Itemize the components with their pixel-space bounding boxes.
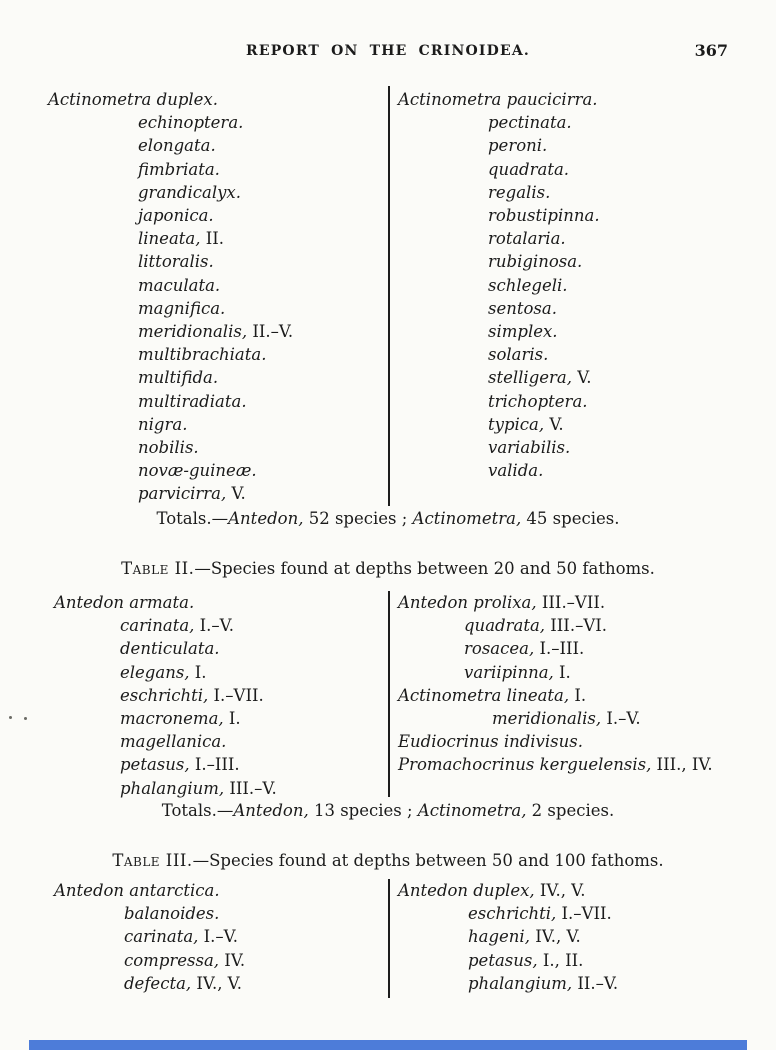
table2-section [0, 591, 776, 799]
species-name: magnifica. [138, 298, 226, 318]
depth-zone-numerals: V. [572, 368, 592, 388]
table3-heading-label: Table III. [112, 851, 193, 870]
species-row [48, 366, 293, 389]
species-name: Actinometra lineata, [398, 685, 570, 705]
totals-text: Totals.— [156, 509, 229, 528]
genus-name: Actinometra, [417, 801, 527, 820]
depth-zone-numerals: I. [569, 685, 587, 705]
depth-zone-numerals: I.–V. [198, 927, 238, 947]
table3-right-column [398, 879, 618, 995]
species-row [48, 343, 293, 366]
species-row [398, 879, 618, 902]
species-name: japonica. [138, 206, 214, 226]
totals-text: 2 species. [526, 801, 615, 820]
species-name: rubiginosa. [488, 252, 583, 272]
totals-text: 52 species ; [303, 509, 413, 528]
species-row [398, 614, 713, 637]
species-row [54, 684, 277, 707]
totals-text: Totals.— [161, 801, 234, 820]
depth-zone-numerals: I., II. [537, 950, 584, 970]
depth-zone-numerals: II.–V. [247, 322, 294, 342]
column-divider [388, 591, 390, 797]
depth-zone-numerals: V. [226, 484, 246, 504]
species-row [48, 413, 293, 436]
species-row [398, 413, 600, 436]
table2-heading [0, 558, 776, 580]
species-name: carinata, [120, 616, 195, 636]
depth-zone-numerals: III.–VI. [545, 616, 608, 636]
species-row [398, 949, 618, 972]
species-name: carinata, [124, 927, 199, 947]
scan-artifact-dot [9, 716, 12, 719]
species-name: Promachocrinus kerguelensis, [398, 755, 652, 775]
species-row [398, 320, 600, 343]
depth-zone-numerals: V. [544, 414, 564, 434]
species-row [48, 297, 293, 320]
species-name: rosacea, [464, 639, 535, 659]
species-name: typica, [488, 414, 545, 434]
depth-zone-numerals: IV. [219, 950, 246, 970]
table1-right-column [398, 88, 600, 482]
depth-zone-numerals: III., IV. [651, 755, 713, 775]
species-row [54, 777, 277, 800]
species-name: Antedon antarctica. [54, 881, 220, 900]
depth-zone-numerals: III.–V. [224, 778, 277, 798]
species-name: sentosa. [488, 298, 557, 318]
depth-zone-numerals: I.–III. [189, 755, 240, 775]
species-row [398, 436, 600, 459]
species-row [398, 297, 600, 320]
species-row [398, 181, 600, 204]
species-name: macronema, [120, 709, 224, 729]
species-name: schlegeli. [488, 275, 568, 295]
species-name: fimbriata. [138, 159, 220, 179]
species-name: valida. [488, 461, 544, 481]
species-row [48, 320, 293, 343]
depth-zone-numerals: I. [223, 709, 241, 729]
species-row [48, 390, 293, 413]
species-row [48, 459, 293, 482]
species-name: petasus, [120, 755, 190, 775]
species-row [398, 158, 600, 181]
species-name: Eudiocrinus indivisus. [398, 732, 583, 752]
species-name: Actinometra duplex. [48, 90, 218, 109]
species-row [48, 436, 293, 459]
species-name: eschrichti, [468, 904, 557, 924]
species-name: phalangium, [468, 973, 573, 993]
species-name: denticulata. [120, 639, 220, 659]
species-name: littoralis. [138, 252, 214, 272]
depth-zone-numerals: I.–VII. [556, 904, 612, 924]
species-name: multifida. [138, 368, 219, 388]
species-row [54, 591, 277, 614]
species-row [54, 879, 245, 902]
species-name: regalis. [488, 182, 551, 202]
species-row [398, 88, 600, 111]
species-name: stelligera, [488, 368, 572, 388]
species-row [54, 902, 245, 925]
totals-text: 13 species ; [308, 801, 418, 820]
species-row [54, 707, 277, 730]
genus-name: Antedon, [233, 801, 309, 820]
species-name: novæ-guineæ. [138, 461, 257, 481]
species-name: robustipinna. [488, 206, 600, 226]
species-name: multibrachiata. [138, 345, 267, 365]
species-row [54, 637, 277, 660]
species-name: lineata, [138, 229, 201, 249]
column-divider [388, 86, 390, 506]
species-name: pectinata. [488, 113, 572, 133]
species-name: meridionalis, [138, 322, 248, 342]
table3-left-column [54, 879, 245, 995]
species-name: Actinometra paucicirra. [398, 90, 598, 109]
species-row [48, 482, 293, 505]
species-name: grandicalyx. [138, 182, 241, 202]
species-name: eschrichti, [120, 685, 209, 705]
species-name: phalangium, [120, 778, 225, 798]
species-row [398, 366, 600, 389]
table1-section [0, 88, 776, 508]
species-row [54, 925, 245, 948]
species-name: solaris. [488, 345, 549, 365]
species-row [54, 730, 277, 753]
species-name: petasus, [468, 950, 538, 970]
depth-zone-numerals: I.–V. [601, 709, 641, 729]
species-name: variabilis. [488, 438, 571, 458]
depth-zone-numerals: IV., V. [529, 927, 581, 947]
species-row [398, 925, 618, 948]
species-row [48, 111, 293, 134]
species-row [48, 181, 293, 204]
depth-zone-numerals: I.–VII. [208, 685, 264, 705]
table3-section [0, 879, 776, 999]
bottom-blue-bar [29, 1040, 747, 1050]
species-row [398, 684, 713, 707]
species-row [398, 390, 600, 413]
species-name: magellanica. [120, 732, 227, 752]
table2-right-column [398, 591, 713, 777]
species-row [398, 111, 600, 134]
genus-name: Antedon, [228, 509, 304, 528]
species-name: trichoptera. [488, 391, 588, 411]
species-row [398, 637, 713, 660]
depth-zone-numerals: III.–VII. [536, 593, 606, 612]
species-name: balanoides. [124, 904, 220, 924]
species-row [398, 591, 713, 614]
species-row [398, 661, 713, 684]
species-name: elegans, [120, 662, 190, 682]
species-row [48, 158, 293, 181]
species-name: defecta, [124, 973, 192, 993]
species-row [54, 661, 277, 684]
table1-left-column [48, 88, 293, 506]
table2-totals [0, 800, 776, 822]
species-row [48, 204, 293, 227]
species-name: echinoptera. [138, 113, 244, 133]
species-name: meridionalis, [492, 709, 602, 729]
species-name: quadrata. [488, 159, 570, 179]
species-row [398, 134, 600, 157]
table3-heading-text: —Species found at depths between 50 and 100 fathoms. [192, 851, 664, 870]
species-row [398, 753, 713, 776]
species-row [398, 274, 600, 297]
table1-totals [0, 508, 776, 530]
species-name: elongata. [138, 136, 216, 156]
species-name: hageni, [468, 927, 530, 947]
species-name: rotalaria. [488, 229, 566, 249]
species-name: maculata. [138, 275, 221, 295]
column-divider [388, 879, 390, 998]
species-row [54, 949, 245, 972]
species-name: multiradiata. [138, 391, 247, 411]
species-name: nigra. [138, 414, 188, 434]
species-row [48, 88, 293, 111]
species-row [398, 902, 618, 925]
species-row [48, 274, 293, 297]
species-row [54, 972, 245, 995]
species-name: peroni. [488, 136, 548, 156]
species-row [54, 614, 277, 637]
table3-heading [0, 850, 776, 872]
species-name: Antedon prolixa, [398, 593, 537, 612]
depth-zone-numerals: I. [189, 662, 207, 682]
depth-zone-numerals: IV., V. [534, 881, 586, 900]
species-name: parvicirra, [138, 484, 227, 504]
species-row [398, 204, 600, 227]
species-name: Antedon duplex, [398, 881, 535, 900]
species-name: variipinna, [464, 662, 554, 682]
depth-zone-numerals: II.–V. [572, 973, 619, 993]
species-row [48, 250, 293, 273]
totals-text: 45 species. [521, 509, 620, 528]
species-row [398, 250, 600, 273]
species-row [398, 459, 600, 482]
page-title: REPORT ON THE CRINOIDEA. [246, 43, 530, 59]
depth-zone-numerals: I.–V. [194, 616, 234, 636]
species-row [398, 227, 600, 250]
species-name: Antedon armata. [54, 593, 195, 612]
table2-left-column [54, 591, 277, 800]
depth-zone-numerals: I.–III. [534, 639, 585, 659]
species-name: compressa, [124, 950, 220, 970]
species-row [48, 134, 293, 157]
species-row [398, 343, 600, 366]
species-row [398, 707, 713, 730]
species-row [398, 730, 713, 753]
depth-zone-numerals: II. [200, 229, 225, 249]
table2-heading-text: —Species found at depths between 20 and 50 fathoms. [194, 559, 655, 578]
species-name: simplex. [488, 322, 558, 342]
species-row [54, 753, 277, 776]
species-name: nobilis. [138, 438, 199, 458]
species-row [398, 972, 618, 995]
page-number: 367 [694, 41, 728, 60]
depth-zone-numerals: IV., V. [191, 973, 242, 993]
depth-zone-numerals: I. [553, 662, 571, 682]
species-row [48, 227, 293, 250]
genus-name: Actinometra, [412, 509, 522, 528]
species-name: quadrata, [464, 616, 546, 636]
scan-artifact-dot [24, 717, 27, 720]
table2-heading-label: Table II. [121, 559, 195, 578]
